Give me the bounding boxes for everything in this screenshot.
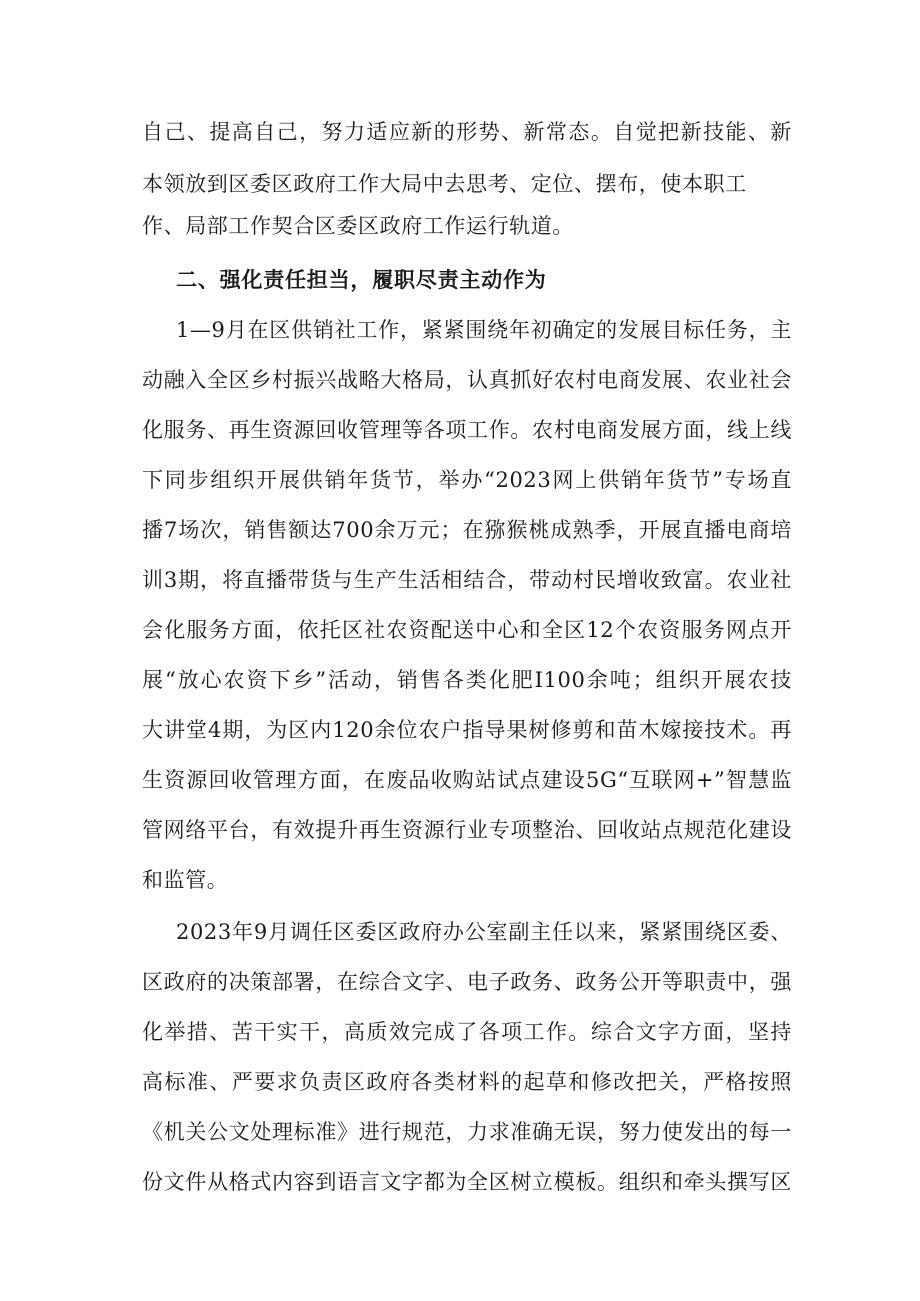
paragraph-line: 化服务、再生资源回收管理等各项工作。农村电商发展方面，线上线 bbox=[142, 418, 792, 442]
paragraph-line: 作、局部工作契合区委区政府工作运行轨道。 bbox=[142, 214, 574, 238]
paragraph-line: 动融入全区乡村振兴战略大格局，认真抓好农村电商发展、农业社会 bbox=[142, 368, 792, 392]
paragraph-line: 《机关公文处理标准》进行规范，力求准确无误，努力使发出的每一 bbox=[142, 1120, 792, 1144]
paragraph-line: 管网络平台，有效提升再生资源行业专项整治、回收站点规范化建设 bbox=[142, 818, 792, 842]
paragraph-line: 大讲堂4期，为区内120余位农户指导果树修剪和苗木嫁接技术。再 bbox=[142, 718, 792, 742]
paragraph-line: 展“放心农资下乡”活动，销售各类化肥I100余吨；组织开展农技 bbox=[142, 668, 792, 692]
paragraph-line: 份文件从格式内容到语言文字都为全区树立模板。组织和牵头撰写区 bbox=[142, 1170, 792, 1194]
paragraph-line: 本领放到区委区政府工作大局中去思考、定位、摆布，使本职工 bbox=[142, 172, 747, 196]
paragraph-line: 高标准、严要求负责区政府各类材料的起草和修改把关，严格按照 bbox=[142, 1070, 792, 1094]
paragraph-line: 训3期，将直播带货与生产生活相结合，带动村民增收致富。农业社 bbox=[142, 568, 792, 592]
paragraph-line: 生资源回收管理方面，在废品收购站试点建设5G“互联网+”智慧监 bbox=[142, 768, 792, 792]
paragraph-line: 区政府的决策部署，在综合文字、电子政务、政务公开等职责中，强 bbox=[142, 970, 792, 994]
paragraph-line: 化举措、苦干实干，高质效完成了各项工作。综合文字方面，坚持 bbox=[142, 1020, 792, 1044]
paragraph-line: 下同步组织开展供销年货节，举办“2023网上供销年货节”专场直 bbox=[142, 468, 792, 492]
paragraph-line: 会化服务方面，依托区社农资配送中心和全区12个农资服务网点开 bbox=[142, 618, 792, 642]
section-heading: 二、强化责任担当，履职尽责主动作为 bbox=[176, 268, 547, 292]
paragraph-line: 自己、提高自己，努力适应新的形势、新常态。自觉把新技能、新 bbox=[142, 120, 792, 144]
paragraph-line: 2023年9月调任区委区政府办公室副主任以来，紧紧围绕区委、 bbox=[176, 920, 792, 944]
paragraph-line: 1—9月在区供销社工作，紧紧围绕年初确定的发展目标任务，主 bbox=[176, 318, 792, 342]
paragraph-line: 和监管。 bbox=[142, 868, 229, 892]
paragraph-line: 播7场次，销售额达700余万元；在猕猴桃成熟季，开展直播电商培 bbox=[142, 518, 792, 542]
